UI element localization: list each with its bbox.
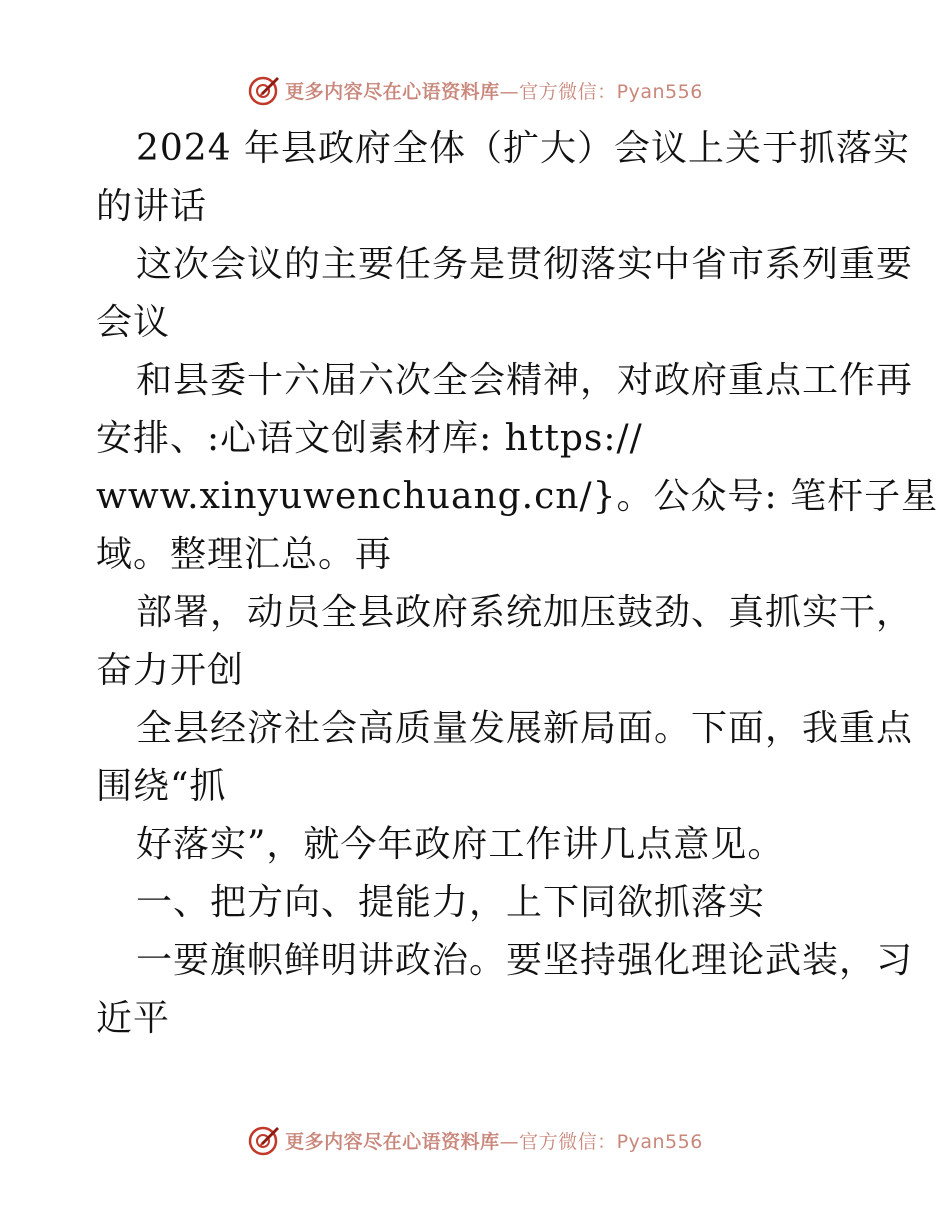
watermark-brand: 更多内容尽在心语资料库	[285, 1130, 500, 1153]
footer-watermark-banner	[0, 1122, 950, 1158]
section-heading: 一、把方向、提能力，上下同欲抓落实	[136, 882, 766, 923]
paragraph-line: 好落实”，就今年政府工作讲几点意见。	[136, 824, 785, 865]
paragraph-line: 全县经济社会高质量发展新局面。下面，我重点	[136, 708, 914, 749]
paragraph-line: www.xinyuwenchuang.cn/}。公众号: 笔杆子星	[96, 476, 939, 517]
paragraph-line: 会议	[96, 302, 171, 343]
paragraph-line: 和县委十六届六次全会精神，对政府重点工作再	[136, 360, 914, 401]
pen-logo-icon	[247, 73, 281, 107]
watermark-text	[285, 77, 703, 104]
paragraph-line: 域。整理汇总。再	[96, 534, 393, 575]
pen-logo-icon	[247, 1123, 281, 1157]
document-body	[96, 120, 939, 1048]
title-line: 2024 年县政府全体（扩大）会议上关于抓落实	[136, 128, 911, 169]
paragraph-line: 近平	[96, 998, 171, 1039]
header-watermark-banner	[0, 72, 950, 108]
paragraph-line: 围绕“抓	[96, 766, 227, 807]
paragraph-line: 安排、:心语文创素材库: https://	[96, 418, 643, 459]
paragraph-line: 部署，动员全县政府系统加压鼓劲、真抓实干，	[136, 592, 914, 633]
watermark-brand: 更多内容尽在心语资料库	[285, 80, 500, 103]
paragraph-line: 奋力开创	[96, 650, 245, 691]
watermark-contact: —官方微信：Pyan556	[499, 80, 703, 103]
title-line: 的讲话	[96, 186, 208, 227]
paragraph-line: 这次会议的主要任务是贯彻落实中省市系列重要	[136, 244, 914, 285]
watermark-contact: —官方微信：Pyan556	[499, 1130, 703, 1153]
paragraph-line: 一要旗帜鲜明讲政治。要坚持强化理论武装，习	[136, 940, 914, 981]
watermark-text	[285, 1127, 703, 1154]
